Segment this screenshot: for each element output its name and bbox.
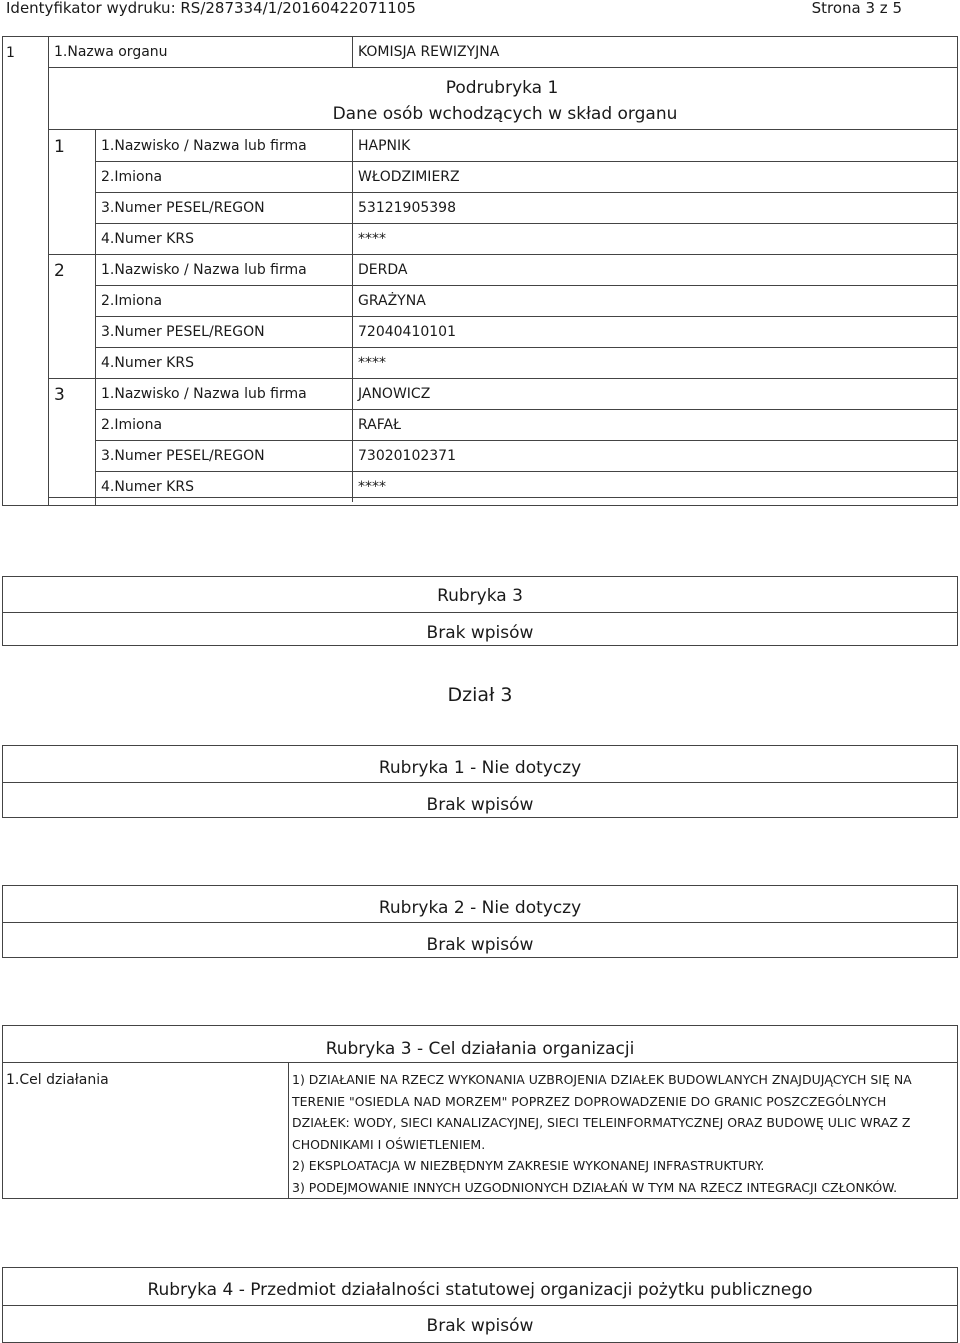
- d3-rubryka4-empty: Brak wpisów: [426, 1316, 534, 1336]
- cel-dzialania-line: TERENIE "OSIEDLA NAD MORZEM" POPRZEZ DOPROWADZENIE DO GRANIC POSZCZEGÓLNYCH: [292, 1093, 887, 1109]
- d3-rubryka2-empty: Brak wpisów: [426, 935, 534, 955]
- rubryka3-empty: Brak wpisów: [426, 623, 534, 643]
- page-number: Strona 3 z 5: [811, 0, 902, 17]
- cel-dzialania-line: 1) DZIAŁANIE NA RZECZ WYKONANIA UZBROJENIA DZIAŁEK BUDOWLANYCH ZNAJDUJĄCYCH SIĘ NA: [292, 1072, 912, 1087]
- person-index: 3: [54, 385, 65, 405]
- field-value: WŁODZIMIERZ: [358, 169, 460, 185]
- field-value: 73020102371: [358, 448, 456, 464]
- cel-dzialania-line: DZIAŁEK: WODY, SIECI KANALIZACYJNEJ, SIECI TELEINFORMATYCZNEJ ORAZ BUDOWĘ ULIC WRAZ Z: [292, 1115, 911, 1130]
- rubryka3-title: Rubryka 3: [437, 586, 523, 606]
- field-value: RAFAŁ: [358, 417, 401, 433]
- d3-rubryka1-title: Rubryka 1 - Nie dotyczy: [378, 758, 582, 778]
- field-label: 1.Nazwisko / Nazwa lub firma: [101, 138, 307, 154]
- field-value: ****: [358, 479, 386, 495]
- field-label: 2.Imiona: [101, 293, 163, 309]
- field-value: GRAŻYNA: [358, 293, 426, 309]
- d3-rubryka1-empty: Brak wpisów: [426, 795, 534, 815]
- person-index: 1: [54, 137, 65, 157]
- field-label: 4.Numer KRS: [101, 231, 194, 247]
- field-label: 2.Imiona: [101, 417, 163, 433]
- cel-dzialania-line: CHODNIKAMI I OŚWIETLENIEM.: [292, 1136, 486, 1152]
- field-label: 3.Numer PESEL/REGON: [101, 448, 265, 464]
- field-label: 1.Nazwisko / Nazwa lub firma: [101, 262, 307, 278]
- organ-index: 1: [6, 45, 15, 61]
- field-label: 3.Numer PESEL/REGON: [101, 324, 265, 340]
- cel-dzialania-line: 3) PODEJMOWANIE INNYCH UZGODNIONYCH DZIAŁAŃ W TYM NA RZECZ INTEGRACJI CZŁONKÓW.: [292, 1179, 898, 1195]
- field-label: 4.Numer KRS: [101, 355, 194, 371]
- field-value: 53121905398: [358, 200, 456, 216]
- subsection-subtitle: Dane osób wchodzących w skład organu: [332, 104, 678, 124]
- dzial3-title: Dział 3: [447, 684, 513, 706]
- field-value: 72040410101: [358, 324, 456, 340]
- cel-dzialania-label: 1.Cel działania: [6, 1072, 109, 1088]
- field-label: 1.Nazwisko / Nazwa lub firma: [101, 386, 307, 402]
- organ-name-value: KOMISJA REWIZYJNA: [358, 44, 500, 60]
- field-value: DERDA: [358, 262, 408, 278]
- field-label: 4.Numer KRS: [101, 479, 194, 495]
- person-index: 2: [54, 261, 65, 281]
- field-label: 3.Numer PESEL/REGON: [101, 200, 265, 216]
- print-identifier: Identyfikator wydruku: RS/287334/1/20160422071105: [6, 0, 416, 17]
- subsection-title: Podrubryka 1: [445, 78, 559, 98]
- field-value: HAPNIK: [358, 138, 411, 154]
- d3-rubryka4-title: Rubryka 4 - Przedmiot działalności statutowej organizacji pożytku publicznego: [147, 1280, 813, 1300]
- field-value: JANOWICZ: [358, 386, 431, 402]
- field-label: 2.Imiona: [101, 169, 163, 185]
- d3-rubryka3-title: Rubryka 3 - Cel działania organizacji: [325, 1039, 635, 1059]
- d3-rubryka2-title: Rubryka 2 - Nie dotyczy: [378, 898, 582, 918]
- cel-dzialania-line: 2) EKSPLOATACJA W NIEZBĘDNYM ZAKRESIE WYKONANEJ INFRASTRUKTURY.: [292, 1158, 765, 1173]
- organ-name-label: 1.Nazwa organu: [54, 44, 168, 60]
- field-value: ****: [358, 231, 386, 247]
- field-value: ****: [358, 355, 386, 371]
